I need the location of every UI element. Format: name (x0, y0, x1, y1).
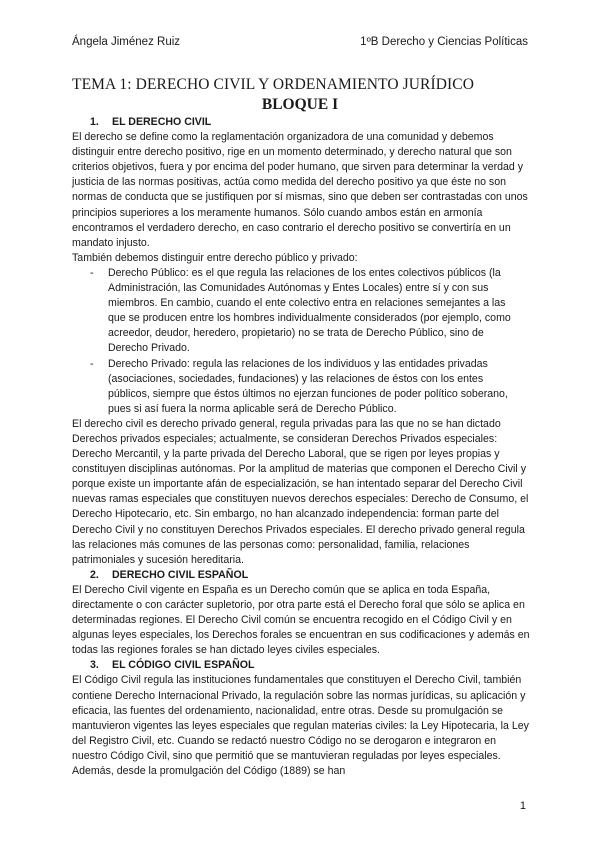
paragraph: También debemos distinguir entre derecho público y privado: (72, 251, 358, 264)
paragraph: El derecho se define como la reglamentación organizadora de una comunidad y debemos distinguir entre derecho positivo, rige en un momento determinado, y derecho natural que son criterios objetivos, fuera y por encima del poder humano, que sirven para determinar la verdad y justicia de las normas positivas, actúa como medida del derecho positivo ya que éste no son normas de conducta que se justifiquen por sí mismas, sino que deben ser contrastadas con unos principios superiores a los meramente humanos. Sólo cuando ambos están en armonía encontramos el verdadero derecho, en caso contrario el derecho positivo se convertiría en un mandato injusto. (72, 131, 528, 249)
list-item-text: Derecho Público: es el que regula las relaciones de los entes colectivos públicos (la Administración, las Comunidades Autónomas y Entes Locales) entre sí y con sus miembros. En cambio, cuando el ente colectivo entra en relaciones semejantes a las que se producen entre los hombres individualmente considerados (por ejemplo, como acreedor, deudor, heredero, propietario) no se trata de Derecho Público, sino de Derecho Privado. (108, 266, 511, 355)
list-item (72, 266, 532, 357)
section-heading-2 (90, 568, 532, 583)
section-number: 2. (90, 568, 99, 581)
section-title: DERECHO CIVIL ESPAÑOL (112, 568, 249, 581)
section-number: 1. (90, 116, 99, 128)
section-heading-3 (90, 658, 532, 673)
paragraph: El Derecho Civil vigente en España es un Derecho común que se aplica en toda España, directamente o con carácter supletorio, por otra parte está el Derecho foral que sólo se aplica en determinadas regiones. El Derecho Civil común se encuentra recogido en el Código Civil y en algunas leyes especiales, los Derechos forales se encuentran en sus codificaciones y además en todas las regiones forales se han dictado leyes civiles especiales. (72, 583, 530, 657)
header-course: 1ºB Derecho y Ciencias Políticas (360, 36, 528, 48)
list-item (72, 357, 532, 417)
bullet-list (72, 266, 532, 417)
paragraph: El derecho civil es derecho privado general, regula privadas para las que no se han dictado Derechos privados especiales; actualmente, se consideran Derechos Privados especiales: Derecho Mercantil, y la parte privada del Derecho Laboral, que se rigen por leyes propias y constituyen disciplinas autónomas. Por la amplitud de materias que componen el Derecho Civil y porque existe un importante afán de especialización, se han intentado separar del Derecho Civil nuevas ramas especiales que constituyen nuevos derechos especiales: Derecho de Consumo, el Derecho Hipotecario, etc. Sin embargo, no han alcanzado independencia: forman parte del Derecho Civil y no constituyen Derechos Privados especiales. El derecho privado general regula las relaciones más comunes de las personas como: personalidad, familia, relaciones patrimoniales y sucesión hereditaria. (72, 417, 529, 566)
section-title: EL CÓDIGO CIVIL ESPAÑOL (112, 659, 255, 672)
section-title: EL DERECHO CIVIL (112, 116, 212, 128)
dash-bullet: - (90, 266, 94, 279)
section-heading-1 (90, 115, 532, 130)
section-number: 3. (90, 659, 99, 672)
paragraph: El Código Civil regula las instituciones fundamentales que constituyen el Derecho Civil, también contiene Derecho Internacional Privado, la regulación sobre las normas jurídicas, su aplicación y eficacia, las fuentes del ordenamiento, nacionalidad, entre otras. Desde su promulgación se mantuvieron vigentes las leyes especiales que regulan materias civiles: la Ley Hipotecaria, la Ley del Registro Civil, etc. Cuando se redactó nuestro Código no se derogaron e integraron en nuestro Código Civil, sino que permitió que se mantuvieran reguladas por leyes especiales. Además, desde la promulgación del Código (1889) se han (72, 674, 529, 778)
document-body (72, 115, 532, 779)
list-item-text: Derecho Privado: regula las relaciones de los individuos y las entidades privadas (asociaciones, sociedades, fundaciones) y las relaciones de éstos con los entes públicos, siempre que éstos últimos no ejerzan funciones de poder político soberano, pues si así fuera la norma aplicable será de Derecho Público. (108, 357, 508, 415)
bloque-heading: BLOQUE I (261, 96, 339, 113)
page-number: 1 (519, 800, 526, 812)
header-author: Ángela Jiménez Ruiz (72, 36, 181, 48)
dash-bullet: - (90, 357, 94, 370)
page-title: TEMA 1: DERECHO CIVIL Y ORDENAMIENTO JURÍDICO (72, 76, 475, 93)
